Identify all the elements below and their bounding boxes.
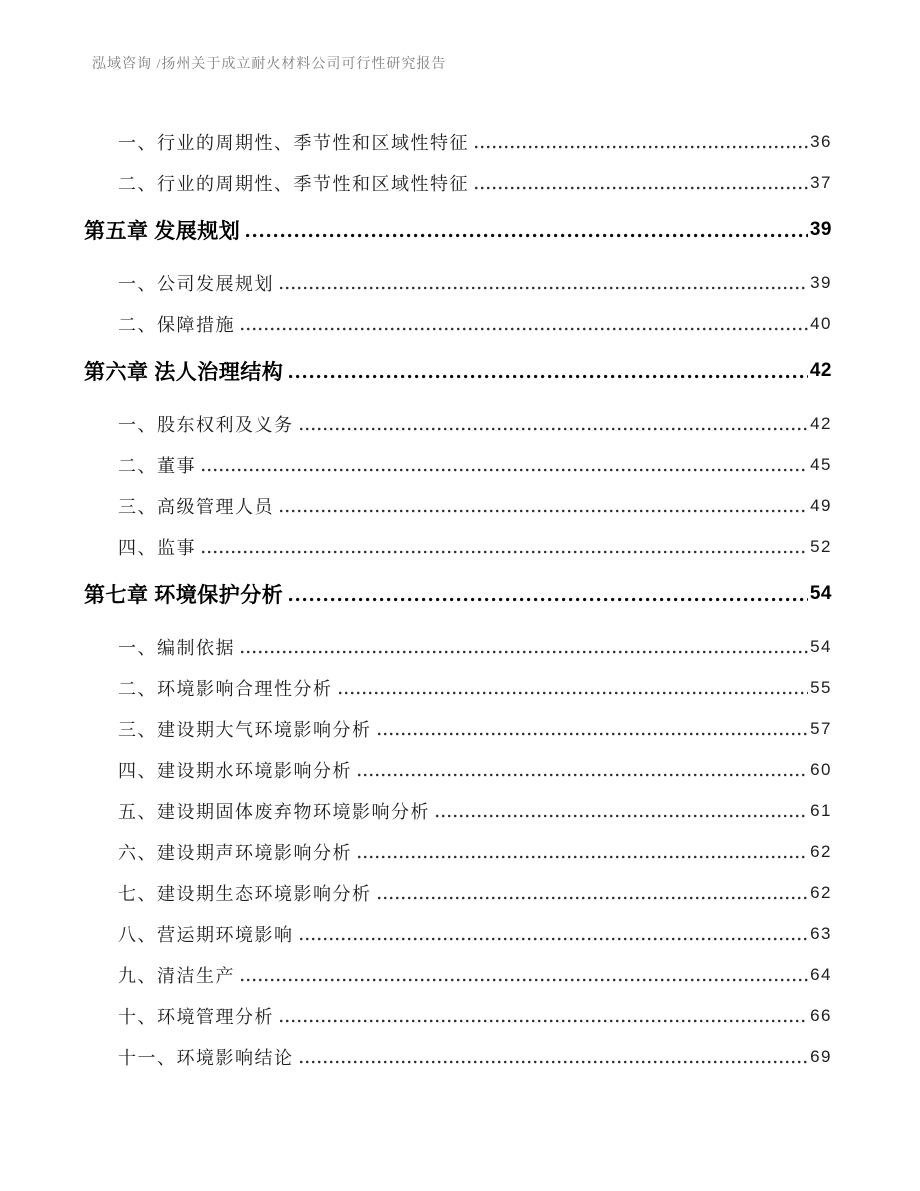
toc-entry-page-number: 36 [810,131,832,151]
toc-entry-sub[interactable] [84,403,832,444]
dot-leader [475,186,808,190]
toc-entry-sub[interactable] [84,708,832,749]
toc-entry-label: 一、股东权利及义务 [118,414,294,435]
toc-entry-label: 十、环境管理分析 [118,1006,274,1027]
toc-entry-page-number: 54 [809,582,832,604]
toc-entry-sub[interactable] [84,162,832,203]
dot-leader [246,233,808,238]
toc-entry-sub[interactable] [84,790,832,831]
table-of-contents [84,121,832,1077]
dot-leader [202,468,808,472]
page-header: 泓域咨询 /扬州关于成立耐火材料公司可行性研究报告 [92,57,447,72]
dot-leader [378,896,809,900]
toc-entry-label: 二、环境影响合理性分析 [118,678,333,699]
dot-leader [378,732,809,736]
toc-entry-label: 第六章 法人治理结构 [84,359,284,384]
dot-leader [280,286,808,290]
toc-entry-label: 一、行业的周期性、季节性和区域性特征 [118,132,469,153]
toc-entry-label: 二、保障措施 [118,314,235,335]
toc-entry-sub[interactable] [84,1036,832,1077]
toc-entry-page-number: 66 [810,1005,832,1025]
toc-entry-sub[interactable] [84,749,832,790]
toc-entry-sub[interactable] [84,995,832,1036]
toc-entry-label: 六、建设期声环境影响分析 [118,842,352,863]
toc-entry-page-number: 69 [810,1046,832,1066]
toc-entry-sub[interactable] [84,667,832,708]
toc-entry-label: 一、编制依据 [118,637,235,658]
toc-entry-label: 四、监事 [118,537,196,558]
toc-entry-sub[interactable] [84,913,832,954]
dot-leader [358,855,808,859]
toc-entry-page-number: 42 [810,413,832,433]
toc-entry-sub[interactable] [84,526,832,567]
toc-entry-page-number: 60 [810,759,832,779]
toc-entry-page-number: 57 [810,718,832,738]
toc-entry-sub[interactable] [84,954,832,995]
toc-entry-label: 四、建设期水环境影响分析 [118,760,352,781]
dot-leader [241,978,808,982]
toc-entry-page-number: 49 [810,495,832,515]
toc-entry-page-number: 52 [810,536,832,556]
toc-entry-label: 五、建设期固体废弃物环境影响分析 [118,801,430,822]
toc-entry-label: 二、行业的周期性、季节性和区域性特征 [118,173,469,194]
dot-leader [280,1019,808,1023]
toc-entry-chapter[interactable] [84,573,832,614]
dot-leader [475,145,808,149]
toc-entry-page-number: 39 [809,218,832,240]
toc-entry-label: 第五章 发展规划 [84,218,241,243]
toc-entry-page-number: 62 [810,882,832,902]
toc-entry-page-number: 45 [810,454,832,474]
toc-entry-label: 十一、环境影响结论 [118,1047,294,1068]
dot-leader [241,327,808,331]
toc-entry-chapter[interactable] [84,350,832,391]
dot-leader [280,509,808,513]
toc-entry-label: 九、清洁生产 [118,965,235,986]
toc-entry-page-number: 62 [810,841,832,861]
dot-leader [436,814,808,818]
toc-entry-sub[interactable] [84,485,832,526]
dot-leader [289,597,808,602]
toc-entry-page-number: 54 [810,636,832,656]
toc-entry-sub[interactable] [84,444,832,485]
toc-entry-page-number: 42 [809,359,832,381]
dot-leader [289,374,808,379]
toc-entry-page-number: 63 [810,923,832,943]
toc-entry-sub[interactable] [84,626,832,667]
toc-entry-label: 八、营运期环境影响 [118,924,294,945]
toc-entry-sub[interactable] [84,121,832,162]
toc-entry-sub[interactable] [84,872,832,913]
dot-leader [300,937,809,941]
toc-entry-sub[interactable] [84,303,832,344]
toc-entry-page-number: 55 [810,677,832,697]
toc-entry-label: 第七章 环境保护分析 [84,582,284,607]
toc-entry-sub[interactable] [84,831,832,872]
toc-entry-chapter[interactable] [84,209,832,250]
toc-entry-page-number: 61 [810,800,832,820]
toc-entry-page-number: 37 [810,172,832,192]
toc-entry-label: 七、建设期生态环境影响分析 [118,883,372,904]
dot-leader [300,427,809,431]
dot-leader [241,650,808,654]
dot-leader [202,550,808,554]
toc-entry-label: 三、高级管理人员 [118,496,274,517]
dot-leader [339,691,809,695]
toc-entry-page-number: 64 [810,964,832,984]
toc-entry-label: 一、公司发展规划 [118,273,274,294]
toc-entry-label: 三、建设期大气环境影响分析 [118,719,372,740]
toc-entry-page-number: 39 [810,272,832,292]
toc-entry-sub[interactable] [84,262,832,303]
dot-leader [300,1060,809,1064]
dot-leader [358,773,808,777]
toc-entry-label: 二、董事 [118,455,196,476]
toc-entry-page-number: 40 [810,313,832,333]
